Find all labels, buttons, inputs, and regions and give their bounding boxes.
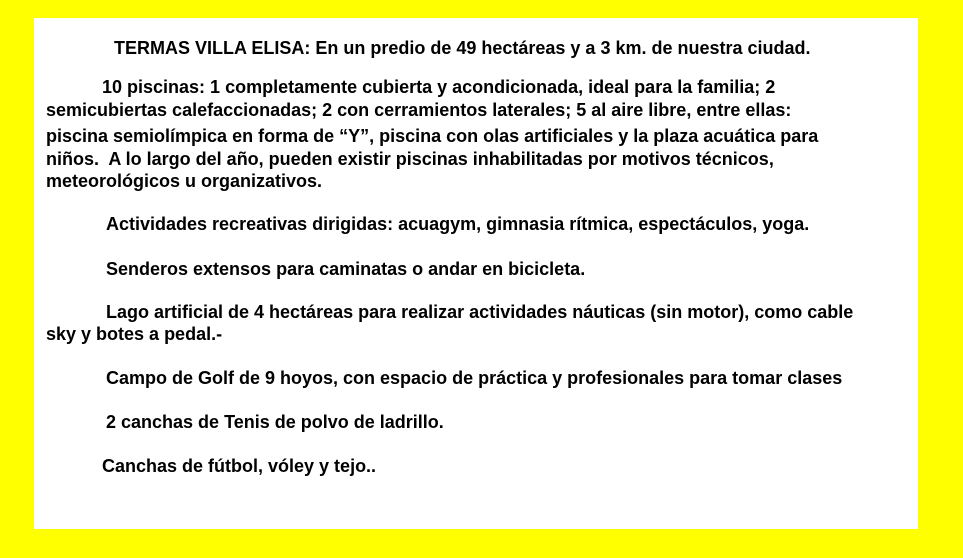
pools-line-3: piscina semiolímpica en forma de “Y”, piscina con olas artificiales y la plaza acuática para	[46, 126, 819, 146]
lake-line-2: sky y botes a pedal.-	[46, 324, 223, 344]
sports-paragraph: Canchas de fútbol, vóley y tejo..	[102, 456, 377, 476]
pools-line-2: semicubiertas calefaccionadas; 2 con cerramientos laterales; 5 al aire libre, entre ellas:	[46, 100, 792, 120]
pools-line-5: meteorológicos u organizativos.	[46, 171, 323, 191]
golf-paragraph: Campo de Golf de 9 hoyos, con espacio de práctica y profesionales para tomar clases	[106, 368, 843, 388]
trails-paragraph: Senderos extensos para caminatas o andar en bicicleta.	[106, 259, 586, 279]
pools-line-4: niños. A lo largo del año, pueden existir piscinas inhabilitadas por motivos técnicos,	[46, 149, 774, 169]
document-panel	[34, 18, 918, 529]
tennis-paragraph: 2 canchas de Tenis de polvo de ladrillo.	[106, 412, 444, 432]
document-title: TERMAS VILLA ELISA: En un predio de 49 hectáreas y a 3 km. de nuestra ciudad.	[114, 38, 811, 58]
lake-line-1: Lago artificial de 4 hectáreas para realizar actividades náuticas (sin motor), como cable	[106, 302, 854, 322]
pools-line-1: 10 piscinas: 1 completamente cubierta y acondicionada, ideal para la familia; 2	[102, 77, 776, 97]
activities-paragraph: Actividades recreativas dirigidas: acuagym, gimnasia rítmica, espectáculos, yoga.	[106, 214, 810, 234]
